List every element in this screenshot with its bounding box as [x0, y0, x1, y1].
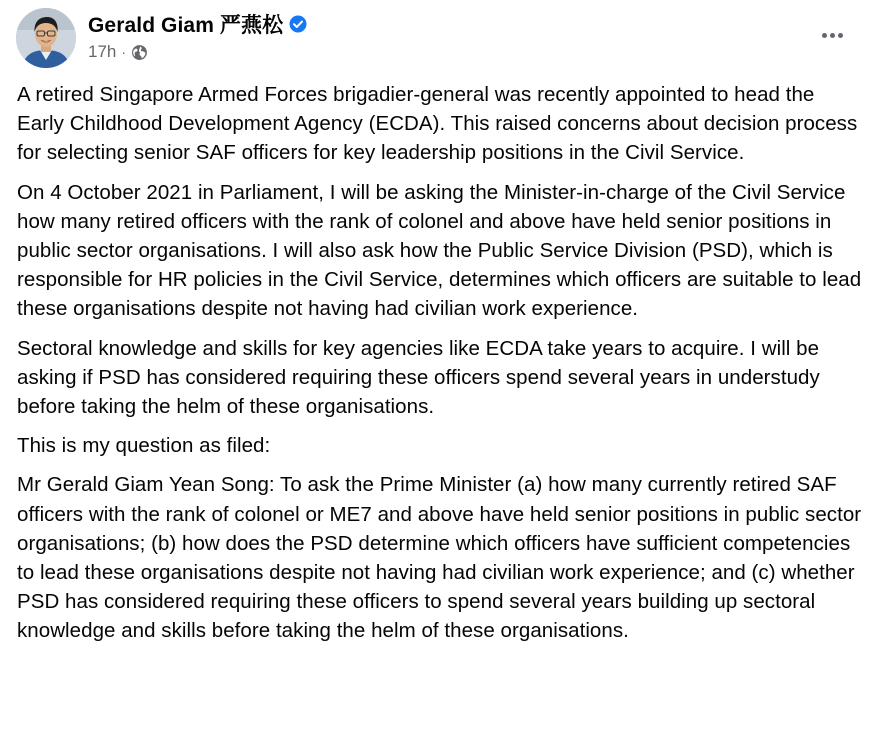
avatar[interactable]	[16, 8, 76, 68]
post-paragraph: On 4 October 2021 in Parliament, I will be asking the Minister-in-charge of the Civil Service how many retired officers with the rank of colonel and above have held senior positions in public sector organisations. I will also ask how the Public Service Division (PSD), which is responsible for HR policies in the Civil Service, determines which officers are suitable to lead these organisations despite not having had civilian work experience.	[17, 180, 862, 321]
post-paragraph: A retired Singapore Armed Forces brigadier-general was recently appointed to head the Early Childhood Development Agency (ECDA). This raised concerns about decision process for selecting senior SAF officers for key leadership positions in the Civil Service.	[17, 83, 858, 165]
post-timestamp[interactable]: 17h	[88, 42, 117, 61]
globe-icon[interactable]	[131, 44, 148, 61]
verified-badge-icon	[289, 15, 307, 33]
author-name[interactable]: Gerald Giam 严燕松	[88, 14, 284, 37]
more-options-icon	[830, 33, 835, 38]
post-paragraph: Mr Gerald Giam Yean Song: To ask the Prime Minister (a) how many currently retired SAF officers with the rank of colonel or ME7 and above have held senior positions in public sector organisations; (b) how does the PSD determine which officers have sufficient competencies to lead these organisations despite not having had civilian work experience; and (c) whether PSD has considered requiring these officers to spend several years building up sectoral knowledge and skills before taking the helm of these organisations.	[17, 473, 862, 643]
more-options-icon	[822, 33, 827, 38]
post-paragraph: This is my question as filed:	[17, 434, 271, 458]
author-row	[88, 10, 307, 38]
post-paragraph: Sectoral knowledge and skills for key agencies like ECDA take years to acquire. I will be asking if PSD has considered requiring these officers spend several years in understudy before taking the helm of these organisations.	[17, 336, 820, 419]
post-header	[16, 8, 856, 68]
post-body	[17, 80, 862, 656]
more-options-button[interactable]	[814, 20, 850, 50]
meta-separator: ·	[121, 44, 127, 60]
more-options-icon	[838, 33, 843, 38]
profile-photo	[16, 8, 76, 68]
post-meta	[88, 41, 148, 63]
